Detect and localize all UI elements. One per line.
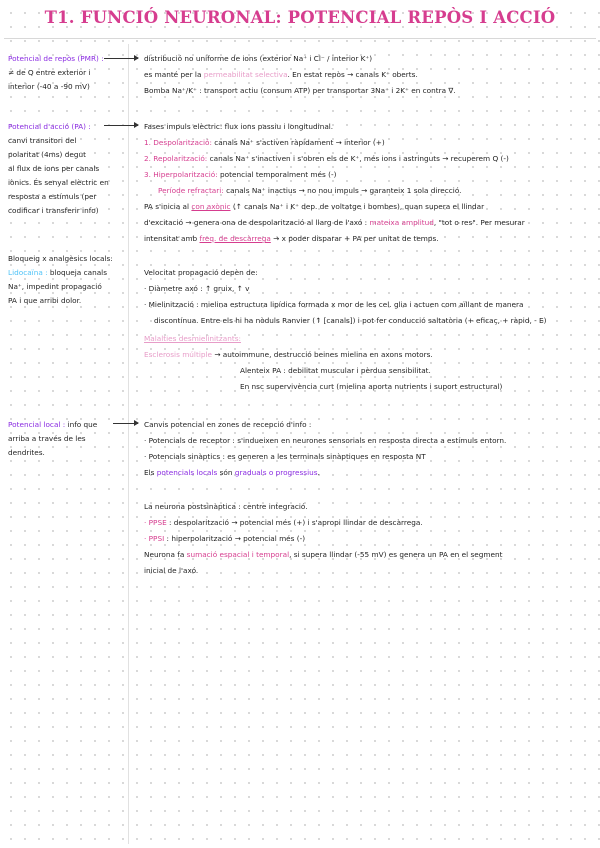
local-l8a: Neurona fa xyxy=(144,550,187,559)
block-term: Lidocaïna : xyxy=(8,268,48,277)
vel-ms-2: Alenteix PA : debilitat muscular i pèrdua sensibilitat. xyxy=(240,366,431,375)
arrow-pmr xyxy=(104,58,138,59)
local-line-1 xyxy=(8,419,97,430)
block-text: bloqueja canals xyxy=(47,268,107,277)
arrow-pa xyxy=(104,125,138,126)
pa-c2a: d'excitació → genera ona de despolarització al llarg de l'axó : xyxy=(144,218,370,227)
pa-def-4: iònics. És senyal elèctric en xyxy=(8,178,109,187)
pa-depol xyxy=(144,137,385,148)
pa-def-1: canvi transitori del xyxy=(8,136,77,145)
pa-c1a: PA s'inicia al xyxy=(144,202,192,211)
vel-title: Velocitat propagació depèn de: xyxy=(144,268,258,277)
local-receptor: · Potencials de receptor : s'indueixen en neurones sensorials en resposta directa a estímuls entorn. xyxy=(144,436,507,445)
pa-def-5: resposta a estímuls (per xyxy=(8,192,97,201)
pa-repol xyxy=(144,153,509,164)
local-ppse-term: · PPSE xyxy=(144,518,167,527)
local-intro: Canvis potencial en zones de recepció d'info : xyxy=(144,420,312,429)
pa-c3c: → x poder disparar + PA per unitat de temps. xyxy=(270,234,439,243)
pmr-line-3: Bomba Na⁺/K⁺ : transport actiu (consum ATP) per transportar 3Na⁺ i 2K⁺ en contra ∇. xyxy=(144,86,456,95)
local-l4c: són xyxy=(217,468,235,477)
pa-def-6: codificar i transferir info) xyxy=(8,206,99,215)
pmr-line-2 xyxy=(144,69,418,80)
local-summation-term: sumació espacial i temporal xyxy=(186,550,290,559)
pa-phases: Fases impuls elèctric: flux ions passiu i longitudinal. xyxy=(144,122,334,131)
pa-term: Potencial d'acció (PA) : xyxy=(8,122,91,131)
pa-amplitude: mateixa amplitud xyxy=(369,218,434,227)
local-postsyn: La neurona postsinàptica : centre integració. xyxy=(144,502,308,511)
pmr-l2a: es manté per la xyxy=(144,70,204,79)
pa-c2c: , "tot o res". Per mesurar xyxy=(433,218,525,227)
pa-c3a: intensitat amb xyxy=(144,234,200,243)
block-line-2: Na⁺, impedint propagació xyxy=(8,282,102,291)
local-summation xyxy=(144,549,502,560)
pa-def-3: al flux de ions per canals xyxy=(8,164,100,173)
local-ppsi-term: · PPSI xyxy=(144,534,165,543)
pa-repol-text: canals Na⁺ s'inactiven i s'obren els de K⁺, més ions i astringuts → recuperem Q (-) xyxy=(207,154,509,163)
local-l4-graded: graduals o progressius xyxy=(234,468,318,477)
vel-demyel-title: Malalties desmielinitzants: xyxy=(144,334,241,343)
pa-frequency: freq. de descàrrega xyxy=(199,234,271,243)
pmr-term: Potencial de repòs (PMR) : xyxy=(8,54,104,63)
pa-hyper-term: 3. Hiperpolarització: xyxy=(144,170,218,179)
local-summation-2: inicial de l'axó. xyxy=(144,566,199,575)
pmr-def-1: ≠ de Q entre exterior i xyxy=(8,68,91,77)
local-l4a: Els xyxy=(144,468,157,477)
pa-refractory-text: canals Na⁺ inactius → no nou impuls → garanteix 1 sola direcció. xyxy=(223,186,462,195)
block-title: Bloqueig x analgèsics locals: xyxy=(8,254,113,263)
pa-repol-term: 2. Repolarització: xyxy=(144,154,208,163)
pmr-l2c: . En estat repòs → canals K⁺ oberts. xyxy=(287,70,418,79)
pa-cont-1 xyxy=(144,201,484,212)
pa-depol-term: 1. Despolarització: xyxy=(144,138,212,147)
local-ppse xyxy=(144,517,423,528)
vel-ms-term: Esclerosis múltiple xyxy=(144,350,212,359)
margin-line xyxy=(128,44,129,844)
local-ppsi-text: : hiperpolarització → potencial més (-) xyxy=(164,534,306,543)
pmr-permeability: permeabilitat selectiva xyxy=(203,70,288,79)
pa-cont-2 xyxy=(144,217,525,228)
vel-ms-3: En nsc supervivència curt (mielina aporta nutrients i suport estructural) xyxy=(240,382,503,391)
pa-refractory xyxy=(158,185,462,196)
local-synaptic: · Potencials sinàptics : es generen a les terminals sinàptiques en resposta NT xyxy=(144,452,426,461)
block-line-1 xyxy=(8,267,107,278)
local-line-3: dendrites. xyxy=(8,448,45,457)
local-l8c: , si supera llindar (-55 mV) es genera un PA en el segment xyxy=(289,550,503,559)
title-divider xyxy=(4,38,596,39)
local-l4e: . xyxy=(317,468,320,477)
block-line-3: PA i que arribi dolor. xyxy=(8,296,82,305)
vel-myelin-1: · Mielinització : mielina estructura lipídica formada x mor de les cel. glia i actuen com aïllant de manera xyxy=(144,300,524,309)
vel-myelin-2: discontínua. Entre els hi ha nòduls Ranvier (↑ [canals]) i pot fer conducció saltatòria (+ eficaç, + ràpid, - E) xyxy=(154,316,547,325)
pa-refractory-term: Període refractari: xyxy=(158,186,224,195)
arrow-local xyxy=(113,423,138,424)
pa-def-2: polaritat (4ms) degut xyxy=(8,150,86,159)
local-line-2: arriba a través de les xyxy=(8,434,86,443)
vel-ms xyxy=(144,349,433,360)
local-text: info que xyxy=(65,420,98,429)
pmr-line-1: distribució no uniforme de ions (exterior Na⁺ i Cl⁻ / interior K⁺) xyxy=(144,54,373,63)
pa-cont-3 xyxy=(144,233,439,244)
pa-hyper-text: potencial temporalment més (-) xyxy=(217,170,337,179)
pa-depol-text: canals Na⁺ s'activen ràpidament → interior (+) xyxy=(211,138,385,147)
pmr-def-2: interior (-40 a -90 mV) xyxy=(8,82,90,91)
vel-ms-text: → autoimmune, destrucció beines mielina en axons motors. xyxy=(212,350,433,359)
vel-diameter: · Diàmetre axó : ↑ gruix, ↑ v xyxy=(144,284,250,293)
pa-hyper xyxy=(144,169,336,180)
local-ppse-text: : despolarització → potencial més (+) i s'apropi llindar de descàrrega. xyxy=(166,518,423,527)
local-graded xyxy=(144,467,320,478)
pa-c1c: (↑ canals Na⁺ i K⁺ dep. de voltatge i bombes), quan supera el llindar xyxy=(230,202,485,211)
page-title: T1. FUNCIÓ NEURONAL: POTENCIAL REPÒS I ACCIÓ xyxy=(44,8,556,27)
pa-axon-hillock: con axònic xyxy=(191,202,231,211)
local-l4-term: potencials locals xyxy=(156,468,218,477)
local-ppsi xyxy=(144,533,305,544)
local-term: Potencial local : xyxy=(8,420,66,429)
